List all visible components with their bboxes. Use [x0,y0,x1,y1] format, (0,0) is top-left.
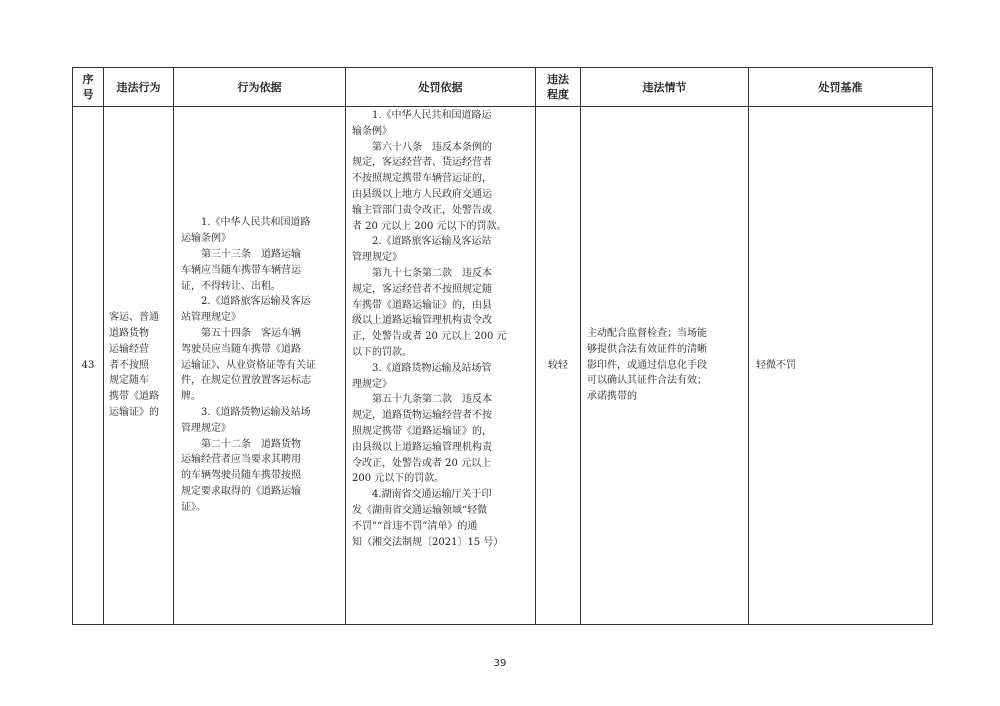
penalty-line: 发《湖南省交通运输领域“轻微 [352,504,488,516]
penalty-line: 由县级以上地方人民政府交通运 [352,188,492,200]
row-penalty-basis [346,107,536,625]
row-degree: 较轻 [536,107,581,625]
header-seq-line: 号 [82,88,94,101]
basis-line: 牌。 [181,391,201,403]
violation-line: 者不按照 [109,359,149,371]
header-degree-line: 违法 [547,73,569,86]
penalty-line: 第六十八条 违反本条例的 [372,141,492,153]
penalty-line: 2.《道路旅客运输及客运站 [372,236,492,248]
penalty-line: 规定，客运经营者、货运经营者 [352,157,492,169]
penalty-line: 1.《中华人民共和国道路运 [372,110,492,121]
penalty-line: 车携带《道路运输证》的，由县 [352,299,492,311]
row-basis [174,107,346,625]
penalty-line: 者 20 元以上 200 元以下的罚款。 [352,220,507,232]
penalty-line: 输主管部门责令改正，处警告或 [352,204,492,216]
basis-line: 站管理规定》 [181,312,241,324]
penalty-line: 规定，道路货物运输经营者不按 [352,410,492,422]
basis-line: 运输经营者应当要求其聘用 [181,454,301,466]
basis-line: 规定要求取得的《道路运输 [181,485,301,497]
basis-line: 第三十三条 道路运输 [201,249,301,261]
basis-line: 的车辆驾驶员随车携带按照 [181,470,301,482]
penalty-line: 知（湘交法制规〔2021〕15 号） [352,536,504,548]
header-degree-line: 程度 [547,88,569,101]
table-row [73,107,933,625]
penalty-line: 由县级以上道路运输管理机构责 [352,441,492,453]
page-number: 39 [493,658,507,669]
penalty-line: 3.《道路货物运输及站场管 [372,362,492,374]
circumstance-line: 可以确认其证件合法有效； [587,375,707,387]
penalty-line: 令改正，处警告或者 20 元以上 [352,457,492,469]
header-standard: 处罚基准 [749,68,933,107]
penalty-table [72,67,933,625]
header-penalty-basis: 处罚依据 [346,68,536,107]
violation-line: 运输经营 [109,343,149,355]
basis-line: 第二十二条 道路货物 [201,438,301,450]
header-row [73,68,933,107]
basis-line: 运输证》、从业资格证等有关证 [181,359,316,371]
penalty-line: 第九十七条第二款 违反本 [372,267,492,279]
penalty-line: 照规定携带《道路运输证》的， [352,425,492,437]
basis-line: 件，在规定位置放置客运标志 [181,375,311,387]
basis-line: 第五十四条 客运车辆 [201,328,301,339]
penalty-line: 输条例》 [352,125,392,137]
penalty-line: 不按照规定携带车辆营运证的， [352,173,492,185]
header-circumstance: 违法情节 [581,68,749,107]
basis-line: 证》。 [181,501,206,513]
basis-line: 证，不得转让、出租。 [181,280,281,292]
penalty-line: 理规定》 [352,378,392,390]
header-violation: 违法行为 [104,68,174,107]
penalty-line: 规定，客运经营者不按照规定随 [352,283,492,295]
penalty-line: 200 元以下的罚款。 [352,473,445,485]
basis-line: 车辆应当随车携带车辆营运 [181,264,301,276]
header-basis: 行为依据 [174,68,346,107]
violation-line: 规定随车 [109,375,149,387]
circumstance-line: 主动配合监督检查；当场能 [587,328,707,339]
circumstance-line: 影印件，或通过信息化手段 [587,359,707,371]
circumstance-line: 承诺携带的 [587,391,637,403]
penalty-line: 4.湖南省交通运输厅关于印 [372,489,492,501]
basis-line: 1.《中华人民共和国道路 [201,217,311,229]
violation-line: 客运、普通 [109,312,159,324]
penalty-line: 第五十九条第二款 违反本 [372,394,492,406]
penalty-line: 正，处警告或者 20 元以上 200 元 [352,331,507,343]
row-standard: 轻微不罚 [749,107,933,625]
violation-line: 道路货物 [109,328,149,339]
circumstance-line: 够提供合法有效证件的清晰 [587,343,707,355]
row-seq: 43 [73,107,104,625]
row-violation [104,107,174,625]
basis-line: 管理规定》 [181,422,231,434]
header-seq-line: 序 [82,73,94,86]
header-degree [536,68,581,107]
penalty-line: 级以上道路运输管理机构责令改 [352,315,492,327]
header-seq [73,68,104,107]
penalty-line: 管理规定》 [352,252,402,264]
penalty-line: 以下的罚款。 [352,346,412,358]
basis-line: 驾驶员应当随车携带《道路 [181,343,301,355]
basis-line: 2.《道路旅客运输及客运 [201,296,311,308]
row-circumstance [581,107,749,625]
violation-line: 携带《道路 [109,391,159,403]
violation-line: 运输证》的 [109,406,159,418]
basis-line: 3.《道路货物运输及站场 [201,406,311,418]
basis-line: 运输条例》 [181,233,231,245]
penalty-line: 不罚”“首违不罚”清单》的通 [352,520,478,532]
